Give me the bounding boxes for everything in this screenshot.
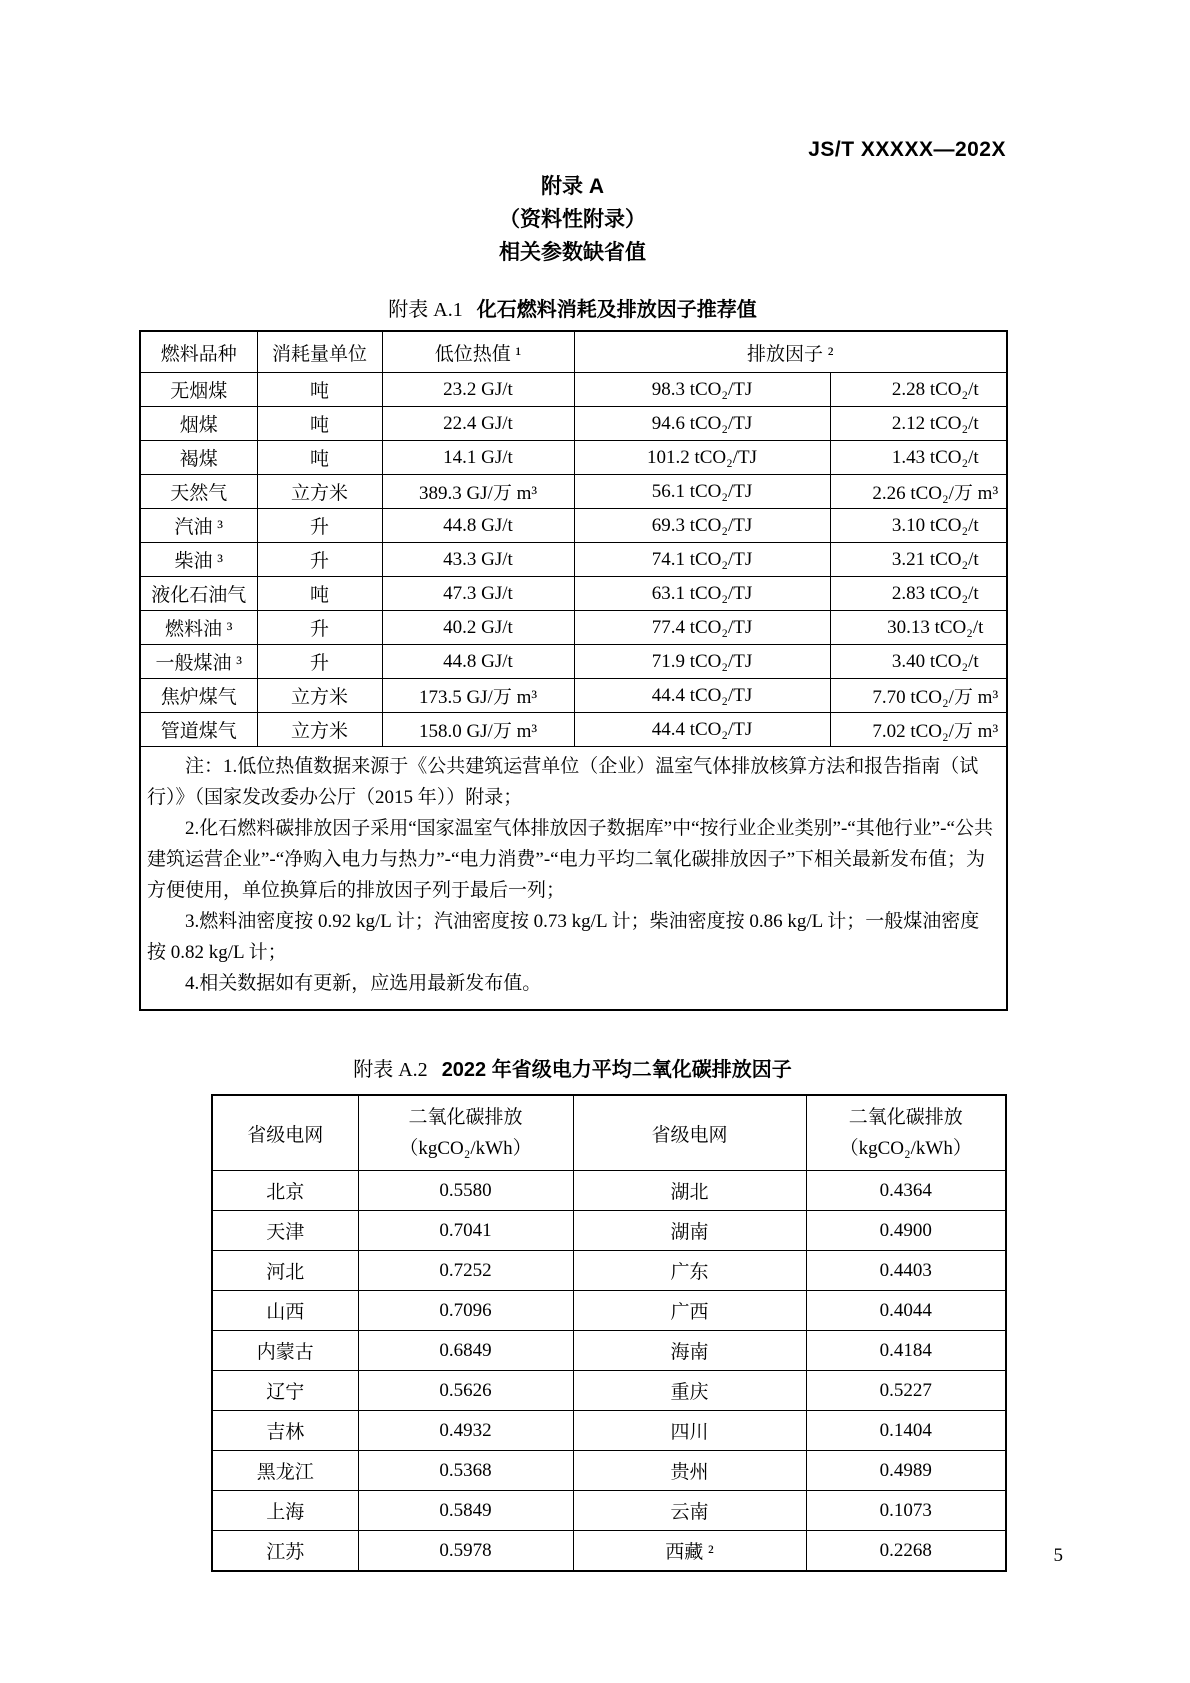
ef-per-tj-cell: 77.4 tCO₂/TJ <box>574 611 830 645</box>
ef-per-unit-cell: 7.02 tCO₂/万 m³ <box>830 713 1007 747</box>
fuel-table-body <box>140 373 1007 747</box>
ef-per-unit-cell: 1.43 tCO₂/t <box>830 441 1007 475</box>
unit-cell: 立方米 <box>257 713 382 747</box>
table-row <box>212 1331 1006 1371</box>
note-line: 4.相关数据如有更新，应选用最新发布值。 <box>185 973 542 994</box>
unit-cell: 升 <box>257 611 382 645</box>
ef-per-unit-cell: 3.10 tCO₂/t <box>830 509 1007 543</box>
factor-cell: 0.5626 <box>358 1371 573 1411</box>
table-row <box>140 543 1007 577</box>
province-cell: 江苏 <box>212 1531 358 1572</box>
heating-value-cell: 44.8 GJ/t <box>382 509 574 543</box>
province-cell: 山西 <box>212 1291 358 1331</box>
factor-cell: 0.4184 <box>806 1331 1006 1371</box>
table-row <box>140 373 1007 407</box>
heating-value-cell: 40.2 GJ/t <box>382 611 574 645</box>
heating-value-cell: 22.4 GJ/t <box>382 407 574 441</box>
col-header-co2-1 <box>358 1095 573 1171</box>
table-a1-caption-title: 化石燃料消耗及排放因子推荐值 <box>476 299 757 321</box>
province-cell: 广东 <box>573 1251 806 1291</box>
table-row <box>140 475 1007 509</box>
table-row <box>212 1291 1006 1331</box>
grid-table-header <box>212 1095 1006 1171</box>
ef-per-unit-cell: 2.83 tCO₂/t <box>830 577 1007 611</box>
ef-per-unit-cell: 30.13 tCO₂/t <box>830 611 1007 645</box>
unit-cell: 吨 <box>257 407 382 441</box>
province-cell: 吉林 <box>212 1411 358 1451</box>
fuel-name-cell: 无烟煤 <box>140 373 257 407</box>
appendix-subtitle: （资料性附录） <box>499 208 646 231</box>
col-header-lhv: 低位热值 ¹ <box>382 331 574 373</box>
notes-row <box>140 747 1007 1011</box>
fuel-name-cell: 褐煤 <box>140 441 257 475</box>
note-line: 注：1.低位热值数据来源于《公共建筑运营单位（企业）温室气体排放核算方法和报告指南（试行）》（国家发改委办公厅（2015 年））附录； <box>147 756 979 808</box>
table-row <box>212 1531 1006 1572</box>
table-row <box>140 441 1007 475</box>
factor-cell: 0.4044 <box>806 1291 1006 1331</box>
fuel-name-cell: 一般煤油 ³ <box>140 645 257 679</box>
ef-per-unit-cell: 7.70 tCO₂/万 m³ <box>830 679 1007 713</box>
fuel-name-cell: 焦炉煤气 <box>140 679 257 713</box>
factor-cell: 0.1073 <box>806 1491 1006 1531</box>
unit-cell: 升 <box>257 645 382 679</box>
grid-table-body <box>212 1171 1006 1572</box>
ef-per-tj-cell: 63.1 tCO₂/TJ <box>574 577 830 611</box>
table-header-row <box>140 331 1007 373</box>
fuel-name-cell: 汽油 ³ <box>140 509 257 543</box>
ef-per-unit-cell: 2.26 tCO₂/万 m³ <box>830 475 1007 509</box>
province-cell: 湖南 <box>573 1211 806 1251</box>
ef-per-unit-cell: 3.40 tCO₂/t <box>830 645 1007 679</box>
table-row <box>140 407 1007 441</box>
province-cell: 海南 <box>573 1331 806 1371</box>
heating-value-cell: 158.0 GJ/万 m³ <box>382 713 574 747</box>
ef-per-tj-cell: 101.2 tCO₂/TJ <box>574 441 830 475</box>
page-content <box>139 0 1006 1572</box>
heating-value-cell: 14.1 GJ/t <box>382 441 574 475</box>
province-cell: 河北 <box>212 1251 358 1291</box>
heating-value-cell: 23.2 GJ/t <box>382 373 574 407</box>
factor-cell: 0.1404 <box>806 1411 1006 1451</box>
table-row <box>140 645 1007 679</box>
table-a1-caption <box>139 293 1006 322</box>
factor-cell: 0.5849 <box>358 1491 573 1531</box>
province-cell: 天津 <box>212 1211 358 1251</box>
co2-header-line2: （kgCO₂/kWh） <box>399 1138 532 1159</box>
table-row <box>140 509 1007 543</box>
heating-value-cell: 43.3 GJ/t <box>382 543 574 577</box>
appendix-headings <box>139 0 1006 269</box>
table-a2-caption-label: 附表 A.2 <box>353 1059 428 1081</box>
factor-cell: 0.5978 <box>358 1531 573 1572</box>
note-line: 3.燃料油密度按 0.92 kg/L 计；汽油密度按 0.73 kg/L 计；柴油密度按 0.86 kg/L 计；一般煤油密度按 0.82 kg/L 计； <box>147 911 980 963</box>
factor-cell: 0.7041 <box>358 1211 573 1251</box>
province-cell: 内蒙古 <box>212 1331 358 1371</box>
table-row <box>212 1451 1006 1491</box>
province-cell: 黑龙江 <box>212 1451 358 1491</box>
notes-cell <box>140 747 1007 1011</box>
factor-cell: 0.5368 <box>358 1451 573 1491</box>
province-cell: 北京 <box>212 1171 358 1211</box>
ef-per-tj-cell: 71.9 tCO₂/TJ <box>574 645 830 679</box>
province-cell: 西藏 ² <box>573 1531 806 1572</box>
heating-value-cell: 173.5 GJ/万 m³ <box>382 679 574 713</box>
co2-header-line1: 二氧化碳排放 <box>848 1107 963 1128</box>
ef-per-tj-cell: 56.1 tCO₂/TJ <box>574 475 830 509</box>
ef-per-tj-cell: 44.4 tCO₂/TJ <box>574 679 830 713</box>
fuel-name-cell: 管道煤气 <box>140 713 257 747</box>
factor-cell: 0.7252 <box>358 1251 573 1291</box>
factor-cell: 0.4900 <box>806 1211 1006 1251</box>
col-header-unit: 消耗量单位 <box>257 331 382 373</box>
unit-cell: 立方米 <box>257 475 382 509</box>
province-cell: 广西 <box>573 1291 806 1331</box>
table-row <box>212 1171 1006 1211</box>
fuel-name-cell: 天然气 <box>140 475 257 509</box>
page-number: 5 <box>1053 1545 1063 1566</box>
ef-per-tj-cell: 98.3 tCO₂/TJ <box>574 373 830 407</box>
unit-cell: 立方米 <box>257 679 382 713</box>
province-cell: 四川 <box>573 1411 806 1451</box>
table-a2-caption <box>139 1053 1006 1082</box>
fuel-name-cell: 烟煤 <box>140 407 257 441</box>
ef-per-tj-cell: 69.3 tCO₂/TJ <box>574 509 830 543</box>
province-cell: 上海 <box>212 1491 358 1531</box>
col-header-fuel: 燃料品种 <box>140 331 257 373</box>
table-row <box>212 1251 1006 1291</box>
province-cell: 湖北 <box>573 1171 806 1211</box>
factor-cell: 0.2268 <box>806 1531 1006 1572</box>
col-header-grid-1: 省级电网 <box>212 1095 358 1171</box>
col-header-co2-2 <box>806 1095 1006 1171</box>
co2-header-line1: 二氧化碳排放 <box>408 1107 523 1128</box>
table-a1-caption-label: 附表 A.1 <box>388 299 463 321</box>
col-header-grid-2: 省级电网 <box>573 1095 806 1171</box>
province-cell: 重庆 <box>573 1371 806 1411</box>
ef-per-unit-cell: 3.21 tCO₂/t <box>830 543 1007 577</box>
unit-cell: 升 <box>257 543 382 577</box>
fuel-emission-table <box>139 330 1008 1011</box>
factor-cell: 0.7096 <box>358 1291 573 1331</box>
table-row <box>140 611 1007 645</box>
table-a2-caption-title: 2022 年省级电力平均二氧化碳排放因子 <box>441 1059 792 1081</box>
factor-cell: 0.4989 <box>806 1451 1006 1491</box>
province-cell: 贵州 <box>573 1451 806 1491</box>
co2-header-line2: （kgCO₂/kWh） <box>839 1138 972 1159</box>
ef-per-tj-cell: 44.4 tCO₂/TJ <box>574 713 830 747</box>
province-cell: 辽宁 <box>212 1371 358 1411</box>
grid-emission-table <box>211 1094 1007 1572</box>
unit-cell: 吨 <box>257 373 382 407</box>
factor-cell: 0.4403 <box>806 1251 1006 1291</box>
factor-cell: 0.4364 <box>806 1171 1006 1211</box>
standard-code: JS/T XXXXX—202X <box>808 138 1006 161</box>
factor-cell: 0.5227 <box>806 1371 1006 1411</box>
heating-value-cell: 389.3 GJ/万 m³ <box>382 475 574 509</box>
factor-cell: 0.4932 <box>358 1411 573 1451</box>
appendix-title: 附录 A <box>541 175 604 198</box>
table-row <box>140 577 1007 611</box>
heating-value-cell: 44.8 GJ/t <box>382 645 574 679</box>
table-row <box>140 679 1007 713</box>
factor-cell: 0.5580 <box>358 1171 573 1211</box>
table-row <box>212 1371 1006 1411</box>
ef-per-tj-cell: 74.1 tCO₂/TJ <box>574 543 830 577</box>
unit-cell: 吨 <box>257 441 382 475</box>
fuel-name-cell: 柴油 ³ <box>140 543 257 577</box>
fuel-table-header <box>140 331 1007 373</box>
col-header-ef: 排放因子 ² <box>574 331 1007 373</box>
unit-cell: 升 <box>257 509 382 543</box>
appendix-heading: 相关参数缺省值 <box>499 241 646 264</box>
table-row <box>212 1491 1006 1531</box>
fuel-name-cell: 燃料油 ³ <box>140 611 257 645</box>
fuel-name-cell: 液化石油气 <box>140 577 257 611</box>
table-row <box>212 1211 1006 1251</box>
ef-per-tj-cell: 94.6 tCO₂/TJ <box>574 407 830 441</box>
note-line: 2.化石燃料碳排放因子采用“国家温室气体排放因子数据库”中“按行业企业类别”-“其他行业”-“公共建筑运营企业”-“净购入电力与热力”-“电力消费”-“电力平均二氧化碳排放因子”下相关最新发布值；为方便使用，单位换算后的排放因子列于最后一列； <box>147 818 993 901</box>
heating-value-cell: 47.3 GJ/t <box>382 577 574 611</box>
unit-cell: 吨 <box>257 577 382 611</box>
table-row <box>212 1411 1006 1451</box>
factor-cell: 0.6849 <box>358 1331 573 1371</box>
table-row <box>140 713 1007 747</box>
ef-per-unit-cell: 2.12 tCO₂/t <box>830 407 1007 441</box>
province-cell: 云南 <box>573 1491 806 1531</box>
table-header-row <box>212 1095 1006 1171</box>
ef-per-unit-cell: 2.28 tCO₂/t <box>830 373 1007 407</box>
